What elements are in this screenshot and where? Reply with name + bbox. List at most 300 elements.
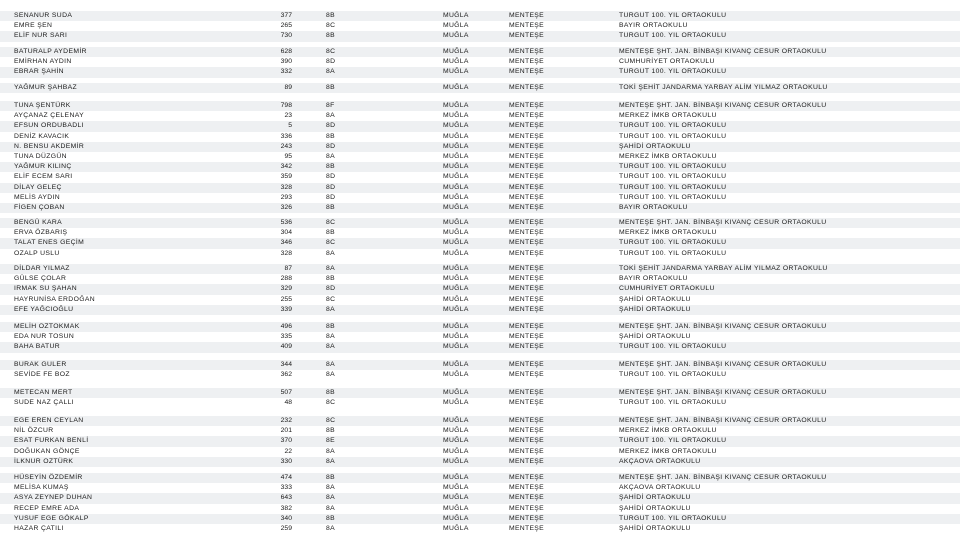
class-code: 8D [326, 183, 336, 191]
city-name: MUĞLA [443, 305, 469, 313]
school-name: ŞAHİDİ ORTAOKULU [619, 333, 691, 341]
school-name: MENTEŞE ŞHT. JAN. BİNBAŞI KIVANÇ CESUR ORTAOKULU [619, 389, 827, 396]
class-code: 8C [326, 417, 336, 424]
class-code: 8A [326, 112, 335, 120]
school-name: MERKEZ İMKB ORTAOKULU [619, 112, 717, 120]
district-name: MENTEŞE [509, 457, 544, 465]
city-name: MUĞLA [443, 399, 469, 407]
table-row [0, 152, 960, 162]
student-name: SENANUR SUDA [14, 12, 73, 19]
student-number: 243 [280, 142, 292, 150]
student-number: 339 [280, 305, 292, 313]
student-number: 643 [280, 494, 292, 502]
table-row [0, 218, 960, 228]
student-name: ERVA ÖZBARIŞ [14, 229, 68, 237]
class-code: 8D [326, 142, 336, 150]
class-code: 8A [326, 524, 335, 532]
table-row [0, 284, 960, 294]
student-number: 232 [280, 417, 292, 424]
student-number: 409 [280, 343, 292, 351]
class-code: 8E [326, 437, 335, 445]
district-name: MENTEŞE [509, 295, 544, 303]
table-row [0, 111, 960, 121]
table-row [0, 370, 960, 380]
district-name: MENTEŞE [509, 239, 544, 247]
student-number: 359 [280, 173, 292, 181]
city-name: MUĞLA [443, 102, 469, 109]
district-name: MENTEŞE [509, 22, 544, 30]
student-name: DOĞUKAN GÖNÇE [14, 447, 80, 455]
table-row [0, 21, 960, 31]
school-name: MENTEŞE ŞHT. JAN. BİNBAŞI KIVANÇ CESUR ORTAOKULU [619, 474, 827, 481]
school-name: TURGUT 100. YIL ORTAOKULU [619, 183, 727, 191]
student-name: ELİF ECEM SARI [14, 173, 73, 181]
table-row [0, 360, 960, 370]
student-name: OZALP USLU [14, 249, 60, 257]
table-row [0, 274, 960, 284]
student-name: YAĞMUR ŞAHBAZ [14, 84, 77, 91]
student-number: 382 [280, 504, 292, 512]
table-row [0, 193, 960, 203]
city-name: MUĞLA [443, 343, 469, 351]
table-row [0, 67, 960, 77]
district-name: MENTEŞE [509, 361, 544, 368]
student-name: EGE EREN CEYLAN [14, 417, 84, 424]
city-name: MUĞLA [443, 323, 469, 330]
class-code: 8B [326, 427, 335, 435]
school-name: AKÇAOVA ORTAOKULU [619, 484, 701, 492]
student-number: 342 [280, 163, 292, 171]
student-name: ASYA ZEYNEP DUHAN [14, 494, 93, 502]
table-row [0, 388, 960, 398]
school-name: CUMHURİYET ORTAOKULU [619, 58, 715, 66]
table-row [0, 249, 960, 259]
district-name: MENTEŞE [509, 203, 544, 211]
school-name: TURGUT 100. YIL ORTAOKULU [619, 163, 727, 171]
class-code: 8A [326, 371, 335, 379]
student-name: HAZAR ÇATILI [14, 524, 64, 532]
school-name: MENTEŞE ŞHT. JAN. BİNBAŞI KIVANÇ CESUR ORTAOKULU [619, 219, 827, 226]
student-name: SUDE NAZ ÇALLI [14, 399, 75, 407]
student-name: EBRAR ŞAHİN [14, 68, 64, 76]
district-name: MENTEŞE [509, 12, 544, 19]
student-number: 507 [280, 389, 292, 396]
table-row [0, 162, 960, 172]
student-name: TUNA DÜZGÜN [14, 152, 67, 160]
district-name: MENTEŞE [509, 122, 544, 130]
student-name: EMRE ŞEN [14, 22, 53, 30]
row-group [0, 360, 960, 380]
table-row [0, 132, 960, 142]
table-row [0, 172, 960, 182]
student-name: ELİF NUR SARI [14, 32, 68, 40]
table-row [0, 514, 960, 524]
city-name: MUĞLA [443, 32, 469, 40]
class-code: 8A [326, 333, 335, 341]
student-number: 22 [284, 447, 292, 455]
district-name: MENTEŞE [509, 193, 544, 201]
district-name: MENTEŞE [509, 484, 544, 492]
school-name: MENTEŞE ŞHT. JAN. BİNBAŞI KIVANÇ CESUR ORTAOKULU [619, 48, 827, 55]
student-number: 95 [284, 152, 292, 160]
class-code: 8D [326, 193, 336, 201]
city-name: MUĞLA [443, 12, 469, 19]
city-name: MUĞLA [443, 122, 469, 130]
student-name: BURAK GULER [14, 361, 67, 368]
class-code: 8C [326, 239, 336, 247]
school-name: AKÇAOVA ORTAOKULU [619, 457, 701, 465]
class-code: 8B [326, 323, 335, 330]
student-number: 255 [280, 295, 292, 303]
row-group [0, 218, 960, 259]
city-name: MUĞLA [443, 417, 469, 424]
school-name: TURGUT 100. YIL ORTAOKULU [619, 132, 727, 140]
district-name: MENTEŞE [509, 514, 544, 522]
district-name: MENTEŞE [509, 132, 544, 140]
school-name: TURGUT 100. YIL ORTAOKULU [619, 239, 727, 247]
student-name: BATURALP AYDEMİR [14, 48, 87, 55]
class-code: 8A [326, 504, 335, 512]
row-group [0, 322, 960, 353]
table-row [0, 436, 960, 446]
school-name: MENTEŞE ŞHT. JAN. BİNBAŞI KIVANÇ CESUR ORTAOKULU [619, 102, 827, 109]
school-name: TOKİ ŞEHİT JANDARMA YARBAY ALİM YILMAZ ORTAOKULU [619, 265, 828, 272]
table-row [0, 101, 960, 111]
table-row [0, 228, 960, 238]
city-name: MUĞLA [443, 48, 469, 55]
city-name: MUĞLA [443, 285, 469, 293]
class-code: 8B [326, 474, 335, 481]
school-name: MERKEZ İMKB ORTAOKULU [619, 427, 717, 435]
school-name: CUMHURİYET ORTAOKULU [619, 285, 715, 293]
class-code: 8A [326, 265, 335, 272]
table-row [0, 398, 960, 408]
class-code: 8B [326, 203, 335, 211]
class-code: 8B [326, 275, 335, 283]
student-name: ESAT FURKAN BENLİ [14, 437, 89, 445]
class-code: 8B [326, 229, 335, 237]
district-name: MENTEŞE [509, 219, 544, 226]
student-name: MELİS AYDIN [14, 193, 61, 201]
class-code: 8A [326, 249, 335, 257]
student-name: N. BENSU AKDEMİR [14, 142, 85, 150]
district-name: MENTEŞE [509, 333, 544, 341]
table-row [0, 493, 960, 503]
row-group [0, 47, 960, 78]
district-name: MENTEŞE [509, 173, 544, 181]
student-number: 346 [280, 239, 292, 247]
district-name: MENTEŞE [509, 229, 544, 237]
class-code: 8B [326, 12, 335, 19]
school-name: TURGUT 100. YIL ORTAOKULU [619, 343, 727, 351]
district-name: MENTEŞE [509, 58, 544, 66]
school-name: ŞAHİDİ ORTAOKULU [619, 142, 691, 150]
class-code: 8A [326, 447, 335, 455]
student-number: 265 [280, 22, 292, 30]
city-name: MUĞLA [443, 183, 469, 191]
student-name: MELİH OZTOKMAK [14, 323, 80, 330]
table-row [0, 83, 960, 93]
student-name: GÜLSE ÇOLAR [14, 275, 67, 283]
table-row [0, 31, 960, 41]
class-code: 8D [326, 58, 336, 66]
student-number: 496 [280, 323, 292, 330]
class-code: 8C [326, 399, 336, 407]
class-code: 8A [326, 152, 335, 160]
row-group [0, 416, 960, 467]
class-code: 8B [326, 132, 335, 140]
district-name: MENTEŞE [509, 84, 544, 91]
class-code: 8C [326, 219, 336, 226]
student-name: HÜSEYİN ÖZDEMİR [14, 474, 83, 481]
school-name: BAYIR ORTAOKULU [619, 203, 688, 211]
city-name: MUĞLA [443, 474, 469, 481]
student-name: TALAT ENES GEÇİM [14, 239, 85, 247]
school-name: MENTEŞE ŞHT. JAN. BİNBAŞI KIVANÇ CESUR ORTAOKULU [619, 417, 827, 424]
class-code: 8C [326, 295, 336, 303]
city-name: MUĞLA [443, 333, 469, 341]
student-name: EFE YAĞCIOĞLU [14, 305, 74, 313]
district-name: MENTEŞE [509, 68, 544, 76]
student-name: EFSUN ORDUBADLI [14, 122, 84, 130]
table-row [0, 305, 960, 315]
class-code: 8C [326, 22, 336, 30]
table-row [0, 426, 960, 436]
city-name: MUĞLA [443, 58, 469, 66]
city-name: MUĞLA [443, 112, 469, 120]
school-name: BAYIR ORTAOKULU [619, 275, 688, 283]
city-name: MUĞLA [443, 152, 469, 160]
district-name: MENTEŞE [509, 142, 544, 150]
row-group [0, 473, 960, 534]
student-number: 329 [280, 285, 292, 293]
student-number: 333 [280, 484, 292, 492]
city-name: MUĞLA [443, 275, 469, 283]
district-name: MENTEŞE [509, 265, 544, 272]
class-code: 8A [326, 361, 335, 368]
district-name: MENTEŞE [509, 183, 544, 191]
school-name: TURGUT 100. YIL ORTAOKULU [619, 437, 727, 445]
school-name: TURGUT 100. YIL ORTAOKULU [619, 514, 727, 522]
city-name: MUĞLA [443, 163, 469, 171]
student-number: 336 [280, 132, 292, 140]
student-name: SEVİDE FE BOZ [14, 371, 70, 379]
student-number: 330 [280, 457, 292, 465]
city-name: MUĞLA [443, 295, 469, 303]
class-code: 8B [326, 514, 335, 522]
student-number: 370 [280, 437, 292, 445]
row-group [0, 11, 960, 42]
city-name: MUĞLA [443, 447, 469, 455]
student-name: DİLDAR YILMAZ [14, 265, 70, 272]
student-name: METECAN MERT [14, 389, 73, 396]
student-name: DİLAY GELEÇ [14, 183, 62, 191]
student-number: 362 [280, 371, 292, 379]
city-name: MUĞLA [443, 361, 469, 368]
student-number: 304 [280, 229, 292, 237]
class-code: 8A [326, 305, 335, 313]
table-row [0, 47, 960, 57]
district-name: MENTEŞE [509, 389, 544, 396]
city-name: MUĞLA [443, 457, 469, 465]
student-number: 536 [280, 219, 292, 226]
table-row [0, 11, 960, 21]
student-name: İLKNUR OZTÜRK [14, 457, 74, 465]
district-name: MENTEŞE [509, 504, 544, 512]
city-name: MUĞLA [443, 239, 469, 247]
school-name: TURGUT 100. YIL ORTAOKULU [619, 32, 727, 40]
school-name: TURGUT 100. YIL ORTAOKULU [619, 399, 727, 407]
student-number: 201 [280, 427, 292, 435]
table-row [0, 457, 960, 467]
school-name: TURGUT 100. YIL ORTAOKULU [619, 249, 727, 257]
city-name: MUĞLA [443, 524, 469, 532]
city-name: MUĞLA [443, 229, 469, 237]
student-name: EDA NUR TOSUN [14, 333, 75, 341]
class-code: 8B [326, 163, 335, 171]
city-name: MUĞLA [443, 132, 469, 140]
school-name: BAYIR ORTAOKULU [619, 22, 688, 30]
table-row [0, 504, 960, 514]
city-name: MUĞLA [443, 84, 469, 91]
student-name: HAYRUNİSA ERDOĞAN [14, 295, 95, 303]
student-name: BAHA BATUR [14, 343, 61, 351]
school-name: MERKEZ İMKB ORTAOKULU [619, 229, 717, 237]
city-name: MUĞLA [443, 193, 469, 201]
city-name: MUĞLA [443, 427, 469, 435]
city-name: MUĞLA [443, 142, 469, 150]
district-name: MENTEŞE [509, 417, 544, 424]
school-name: TURGUT 100. YIL ORTAOKULU [619, 173, 727, 181]
student-name: BENGÜ KARA [14, 219, 63, 226]
school-name: MERKEZ İMKB ORTAOKULU [619, 447, 717, 455]
district-name: MENTEŞE [509, 399, 544, 407]
city-name: MUĞLA [443, 389, 469, 396]
class-code: 8D [326, 173, 336, 181]
district-name: MENTEŞE [509, 447, 544, 455]
class-code: 8A [326, 457, 335, 465]
school-name: TURGUT 100. YIL ORTAOKULU [619, 12, 727, 19]
city-name: MUĞLA [443, 219, 469, 226]
student-name: IRMAK SU ŞAHAN [14, 285, 78, 293]
row-group [0, 388, 960, 408]
student-number: 344 [280, 361, 292, 368]
class-code: 8D [326, 285, 336, 293]
student-number: 328 [280, 249, 292, 257]
student-number: 293 [280, 193, 292, 201]
student-number: 390 [280, 58, 292, 66]
student-number: 89 [284, 84, 292, 91]
student-number: 377 [280, 12, 292, 19]
city-name: MUĞLA [443, 437, 469, 445]
city-name: MUĞLA [443, 504, 469, 512]
student-number: 335 [280, 333, 292, 341]
student-name: AYÇANAZ ÇELENAY [14, 112, 84, 120]
district-name: MENTEŞE [509, 474, 544, 481]
school-name: TOKİ ŞEHİT JANDARMA YARBAY ALİM YILMAZ ORTAOKULU [619, 84, 828, 91]
district-name: MENTEŞE [509, 524, 544, 532]
school-name: ŞAHİDİ ORTAOKULU [619, 504, 691, 512]
district-name: MENTEŞE [509, 343, 544, 351]
class-code: 8B [326, 389, 335, 396]
school-name: MENTEŞE ŞHT. JAN. BİNBAŞI KIVANÇ CESUR ORTAOKULU [619, 361, 827, 368]
student-number: 5 [288, 122, 292, 130]
table-row [0, 121, 960, 131]
class-code: 8C [326, 48, 336, 55]
city-name: MUĞLA [443, 203, 469, 211]
student-number: 730 [280, 32, 292, 40]
school-name: ŞAHİDİ ORTAOKULU [619, 305, 691, 313]
table-row [0, 203, 960, 213]
district-name: MENTEŞE [509, 285, 544, 293]
student-name: EMİRHAN AYDIN [14, 58, 72, 66]
class-code: 8B [326, 84, 335, 91]
city-name: MUĞLA [443, 371, 469, 379]
district-name: MENTEŞE [509, 323, 544, 330]
table-row [0, 322, 960, 332]
table-row [0, 416, 960, 426]
school-name: ŞAHİDİ ORTAOKULU [619, 524, 691, 532]
class-code: 8A [326, 484, 335, 492]
class-code: 8A [326, 343, 335, 351]
class-code: 8A [326, 68, 335, 76]
student-number: 474 [280, 474, 292, 481]
student-number: 328 [280, 183, 292, 191]
student-name: NİL ÖZCUR [14, 427, 54, 435]
table-row [0, 57, 960, 67]
school-name: TURGUT 100. YIL ORTAOKULU [619, 68, 727, 76]
city-name: MUĞLA [443, 22, 469, 30]
district-name: MENTEŞE [509, 427, 544, 435]
city-name: MUĞLA [443, 514, 469, 522]
student-name: DENİZ KAVACIK [14, 132, 70, 140]
district-name: MENTEŞE [509, 48, 544, 55]
student-number: 87 [284, 265, 292, 272]
district-name: MENTEŞE [509, 112, 544, 120]
table-row [0, 238, 960, 248]
district-name: MENTEŞE [509, 32, 544, 40]
district-name: MENTEŞE [509, 249, 544, 257]
class-code: 8B [326, 32, 335, 40]
student-name: YUSUF EGE GÖKALP [14, 514, 89, 522]
district-name: MENTEŞE [509, 102, 544, 109]
table-row [0, 332, 960, 342]
table-row [0, 342, 960, 352]
school-name: MENTEŞE ŞHT. JAN. BİNBAŞI KIVANÇ CESUR ORTAOKULU [619, 323, 827, 330]
table-row [0, 264, 960, 274]
class-code: 8A [326, 494, 335, 502]
student-number: 340 [280, 514, 292, 522]
table-row [0, 295, 960, 305]
district-name: MENTEŞE [509, 163, 544, 171]
student-number: 259 [280, 524, 292, 532]
table-row [0, 183, 960, 193]
city-name: MUĞLA [443, 484, 469, 492]
district-name: MENTEŞE [509, 494, 544, 502]
school-name: TURGUT 100. YIL ORTAOKULU [619, 371, 727, 379]
row-group [0, 83, 960, 93]
student-number: 332 [280, 68, 292, 76]
table-row [0, 473, 960, 483]
student-name: RECEP EMRE ADA [14, 504, 80, 512]
student-name: YAĞMUR KILINÇ [14, 163, 72, 171]
table-row [0, 483, 960, 493]
table-row [0, 447, 960, 457]
student-number: 48 [284, 399, 292, 407]
district-name: MENTEŞE [509, 437, 544, 445]
district-name: MENTEŞE [509, 305, 544, 313]
student-number: 628 [280, 48, 292, 55]
